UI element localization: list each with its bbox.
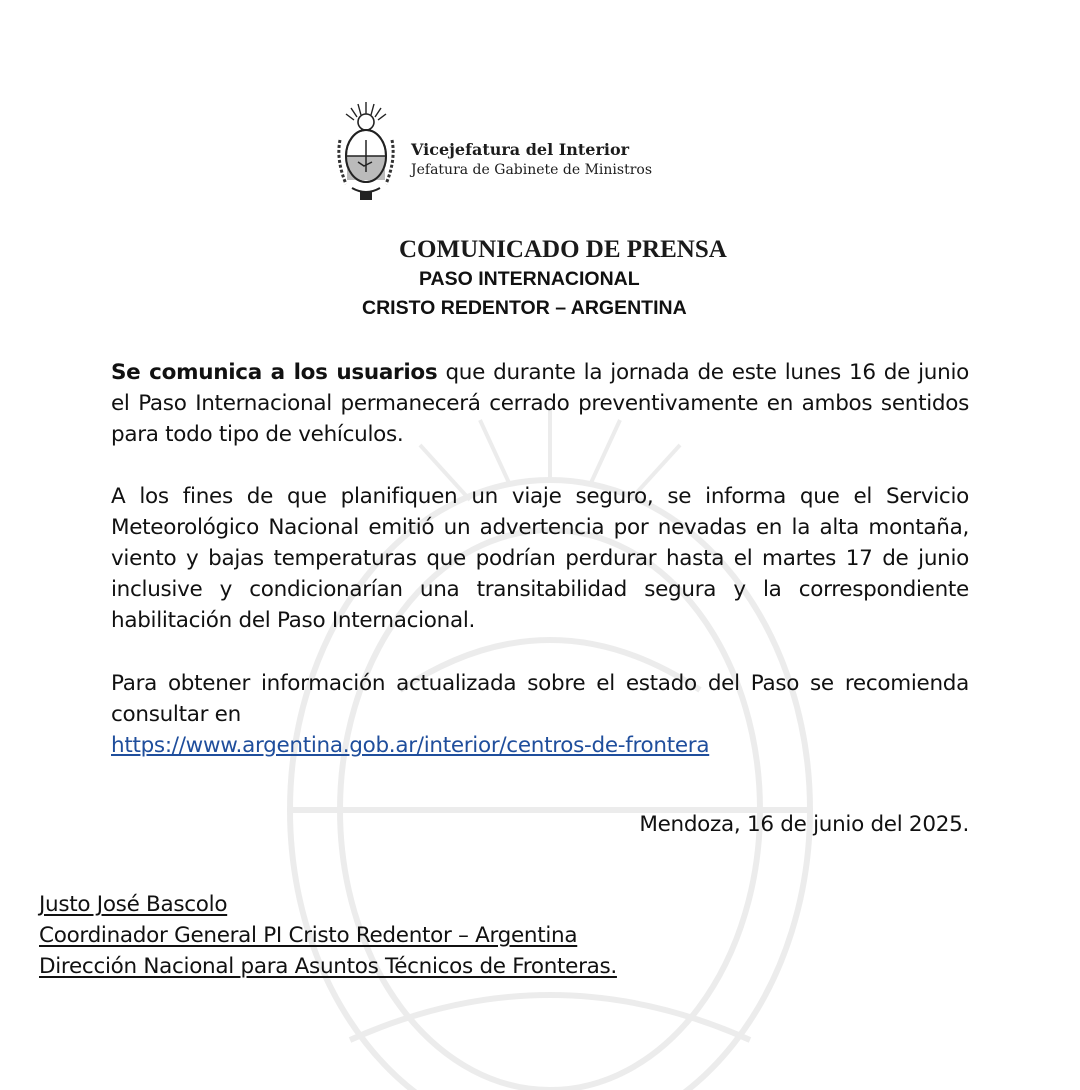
argentina-coat-of-arms-logo <box>334 100 398 206</box>
subhead-line-1: PASO INTERNACIONAL <box>419 268 640 290</box>
agency-subtitle: Jefatura de Gabinete de Ministros <box>411 162 653 178</box>
agency-block <box>411 140 652 180</box>
paragraph-lead: Se comunica a los usuarios <box>111 360 438 385</box>
paragraph-closure-notice <box>111 357 969 450</box>
agency-title: Vicejefatura del Interior <box>411 140 630 159</box>
signature-block <box>39 889 617 982</box>
signatory-role: Coordinador General PI Cristo Redentor – Argentina <box>39 923 578 948</box>
more-info-text: Para obtener información actualizada sobre el estado del Paso se recomienda consultar en <box>111 671 969 727</box>
signatory-office: Dirección Nacional para Asuntos Técnicos de Fronteras. <box>39 954 617 979</box>
signatory-name: Justo José Bascolo <box>39 892 228 917</box>
paragraph-closure-text: que durante la jornada de este lunes 16 de junio el Paso Internacional permanecerá cerrado preventivamente en ambos sentidos para todo tipo de vehículos. <box>111 360 969 447</box>
subhead-line-2: CRISTO REDENTOR – ARGENTINA <box>362 297 687 319</box>
border-info-link[interactable]: https://www.argentina.gob.ar/interior/centros-de-frontera <box>111 733 710 758</box>
press-release-title: COMUNICADO DE PRENSA <box>399 236 727 263</box>
place-and-date: Mendoza, 16 de junio del 2025. <box>639 812 969 837</box>
paragraph-more-info <box>111 668 969 761</box>
paragraph-weather-warning: A los fines de que planifiquen un viaje seguro, se informa que el Servicio Meteorológico Nacional emitió un advertencia por nevadas en la alta montaña, viento y bajas temperaturas que podrían perdurar hasta el martes 17 de junio inclusive y condicionarían una transitabilidad segura y la correspondiente habilitación del Paso Internacional. <box>111 484 969 633</box>
